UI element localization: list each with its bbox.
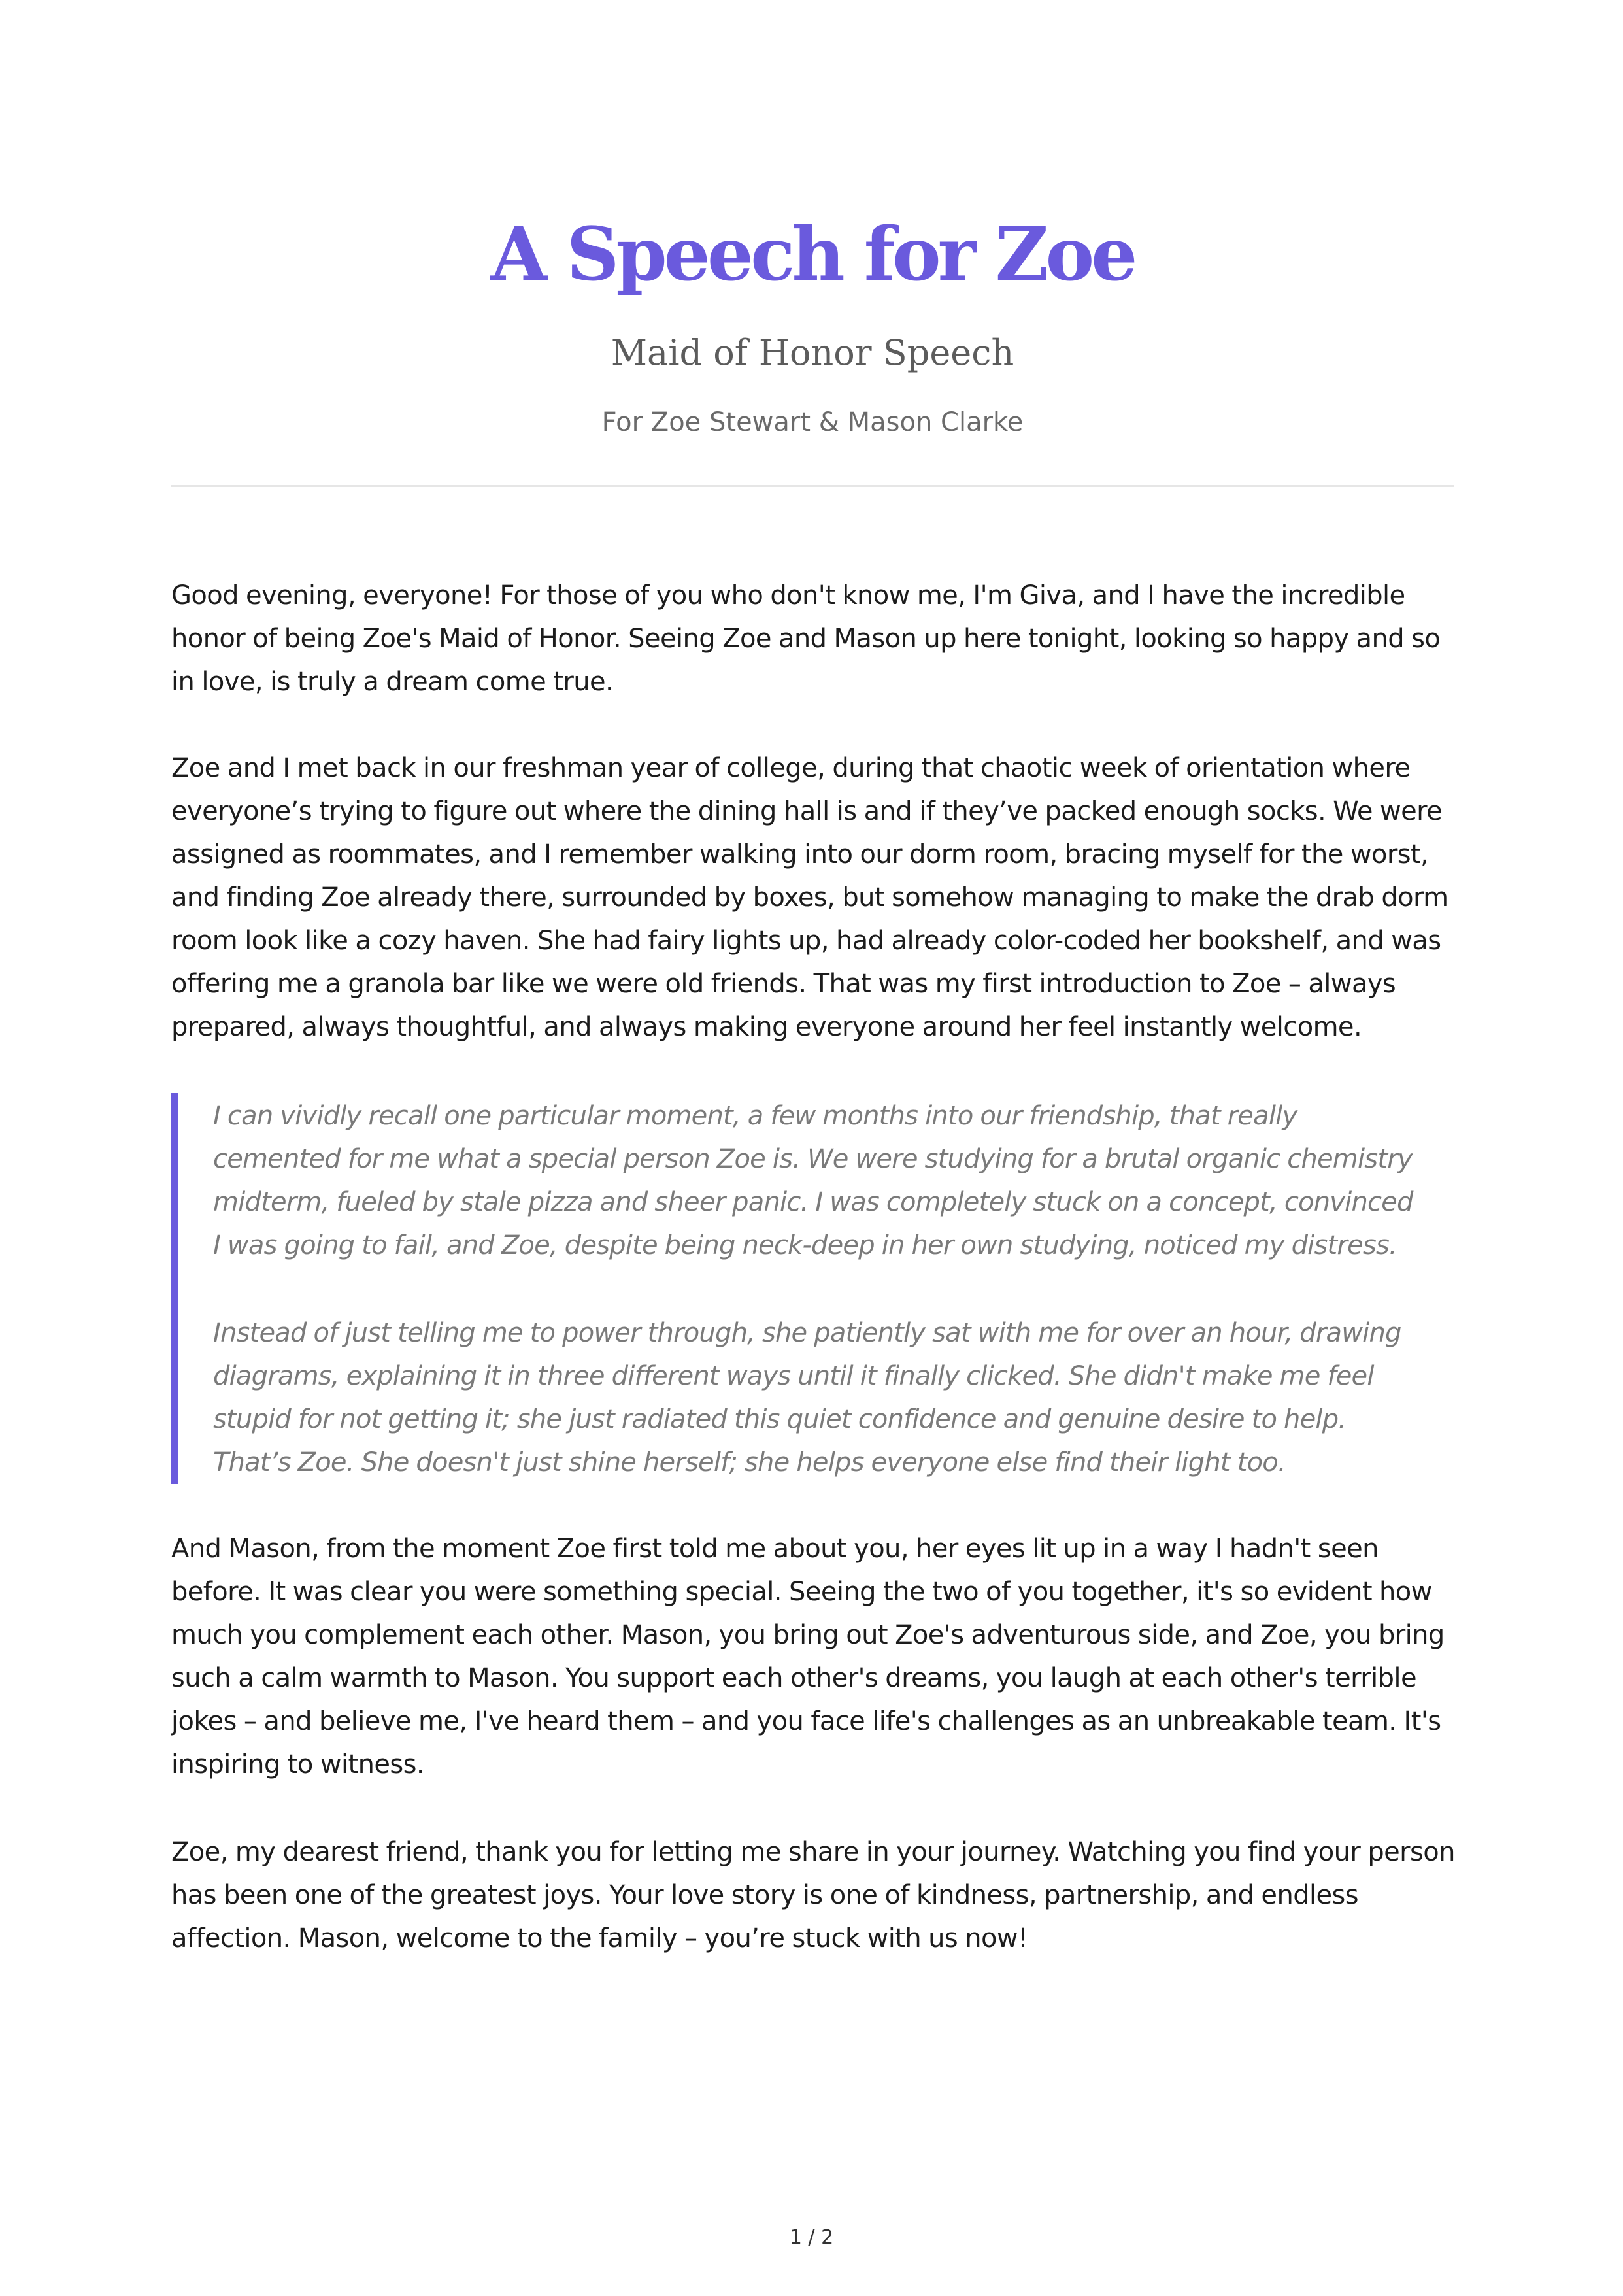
text-line: offering me a granola bar like we were old friends. That was my first introduction to Zoe – always	[171, 969, 1396, 999]
text-line: assigned as roommates, and I remember walking into our dorm room, bracing myself for the worst,	[171, 839, 1429, 869]
text-line: cemented for me what a special person Zoe is. We were studying for a brutal organic chemistry	[213, 1144, 1413, 1174]
text-line: Zoe and I met back in our freshman year of college, during that chaotic week of orientation where	[171, 753, 1411, 783]
text-line: affection. Mason, welcome to the family – you’re stuck with us now!	[171, 1923, 1028, 1953]
speech-title: A Speech for Zoe	[490, 212, 1135, 297]
text-line: I can vividly recall one particular moment, a few months into our friendship, that really	[213, 1101, 1297, 1131]
text-line: That’s Zoe. She doesn't just shine herself; she helps everyone else find their light too.	[213, 1447, 1286, 1477]
page-number: 1 / 2	[789, 2226, 834, 2249]
blockquote	[171, 1093, 1454, 1484]
text-line: such a calm warmth to Mason. You support each other's dreams, you laugh at each other's terrible	[171, 1663, 1416, 1693]
text-line: before. It was clear you were something special. Seeing the two of you together, it's so evident how	[171, 1577, 1432, 1607]
paragraph-mason	[171, 1527, 1454, 1786]
text-line: Instead of just telling me to power through, she patiently sat with me for over an hour, drawing	[213, 1318, 1401, 1348]
text-line: stupid for not getting it; she just radiated this quiet confidence and genuine desire to help.	[213, 1404, 1347, 1434]
paragraph-intro	[171, 574, 1454, 703]
header-divider	[171, 485, 1454, 487]
speech-subtitle: Maid of Honor Speech	[611, 332, 1014, 373]
couple-names: For Zoe Stewart & Mason Clarke	[601, 407, 1024, 437]
text-line: I was going to fail, and Zoe, despite being neck-deep in her own studying, noticed my distress.	[213, 1230, 1397, 1260]
text-line: And Mason, from the moment Zoe first told me about you, her eyes lit up in a way I hadn't seen	[171, 1534, 1379, 1564]
text-line: everyone’s trying to figure out where the dining hall is and if they’ve packed enough socks. We were	[171, 796, 1443, 826]
quote-paragraph-help	[213, 1311, 1401, 1484]
paragraph-closing	[171, 1831, 1454, 1960]
text-line: inspiring to witness.	[171, 1749, 424, 1780]
paragraph-how-we-met	[171, 747, 1454, 1049]
text-line: midterm, fueled by stale pizza and sheer panic. I was completely stuck on a concept, convinced	[213, 1187, 1413, 1217]
text-line: honor of being Zoe's Maid of Honor. Seeing Zoe and Mason up here tonight, looking so happy and so	[171, 624, 1441, 654]
text-line: prepared, always thoughtful, and always making everyone around her feel instantly welcome.	[171, 1012, 1362, 1042]
text-line: diagrams, explaining it in three different ways until it finally clicked. She didn't make me feel	[213, 1361, 1374, 1391]
text-line: much you complement each other. Mason, you bring out Zoe's adventurous side, and Zoe, you bring	[171, 1620, 1445, 1650]
text-line: Zoe, my dearest friend, thank you for letting me share in your journey. Watching you find your person	[171, 1837, 1455, 1867]
text-line: jokes – and believe me, I've heard them – and you face life's challenges as an unbreakable team. It's	[171, 1706, 1441, 1736]
text-line: in love, is truly a dream come true.	[171, 667, 614, 697]
text-line: Good evening, everyone! For those of you who don't know me, I'm Giva, and I have the incredible	[171, 581, 1405, 611]
text-line: and finding Zoe already there, surrounded by boxes, but somehow managing to make the drab dorm	[171, 883, 1448, 913]
quote-paragraph-memory	[213, 1094, 1413, 1267]
text-line: room look like a cozy haven. She had fairy lights up, had already color-coded her bookshelf, and was	[171, 926, 1441, 956]
text-line: has been one of the greatest joys. Your love story is one of kindness, partnership, and endless	[171, 1880, 1358, 1910]
